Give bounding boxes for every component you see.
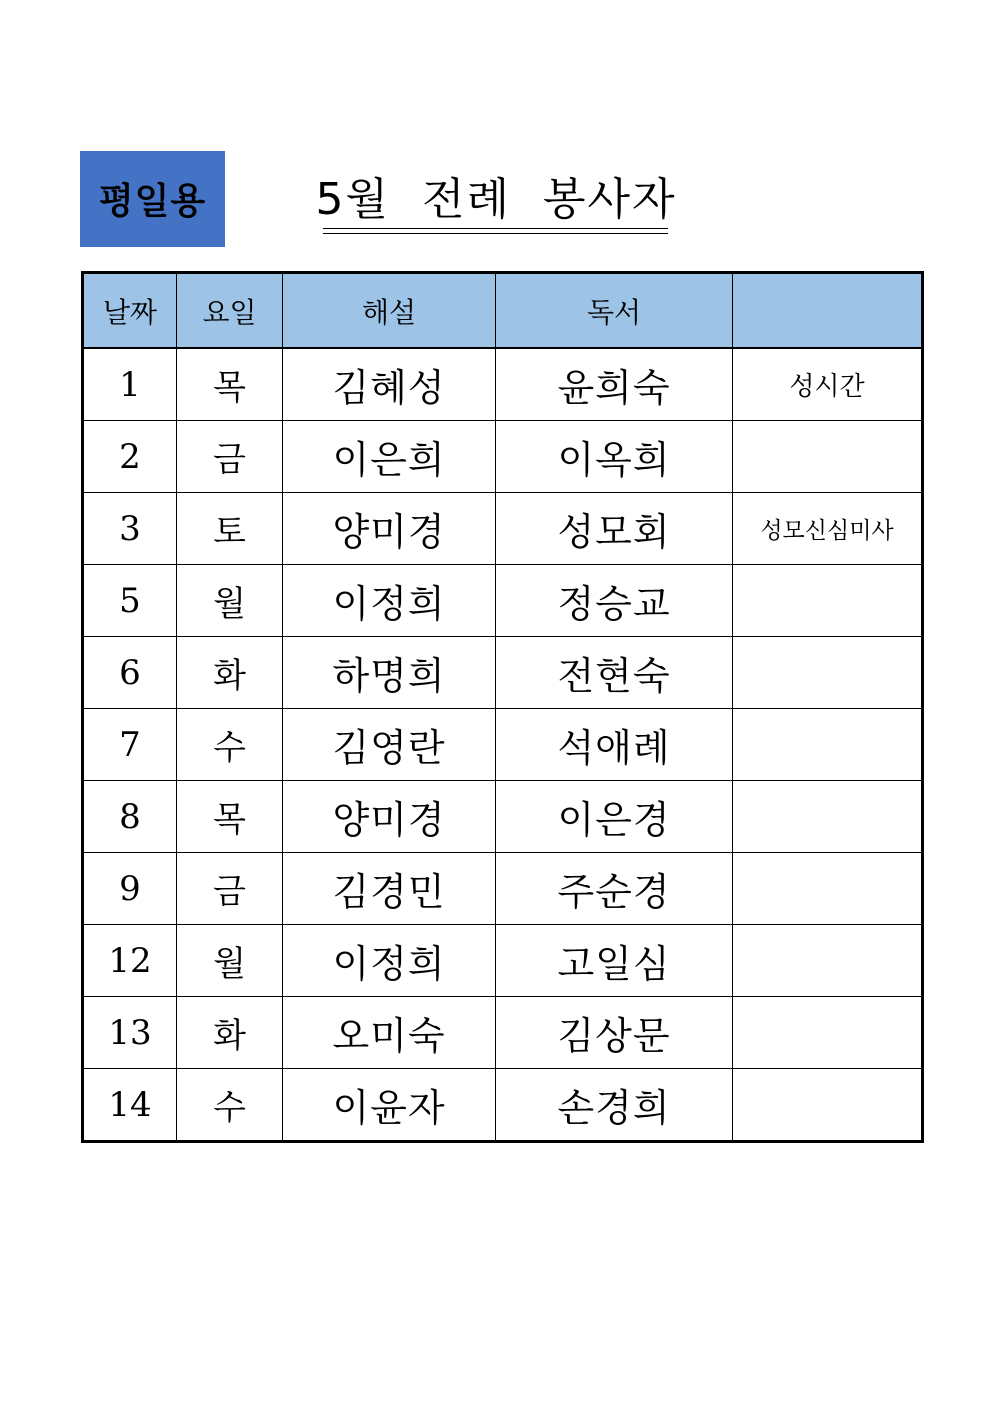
cell-reading: 이옥희 — [496, 421, 733, 493]
cell-commentary: 이정희 — [283, 565, 496, 637]
cell-reading: 전현숙 — [496, 637, 733, 709]
cell-day: 금 — [177, 421, 283, 493]
cell-date: 14 — [83, 1069, 177, 1142]
cell-commentary: 김영란 — [283, 709, 496, 781]
cell-date: 5 — [83, 565, 177, 637]
cell-date: 12 — [83, 925, 177, 997]
cell-note — [733, 1069, 923, 1142]
title-underline — [323, 228, 668, 229]
cell-day: 화 — [177, 997, 283, 1069]
table-row — [83, 348, 923, 421]
category-badge — [80, 151, 225, 247]
cell-date: 2 — [83, 421, 177, 493]
cell-commentary: 이정희 — [283, 925, 496, 997]
table-row — [83, 1069, 923, 1142]
cell-date: 6 — [83, 637, 177, 709]
cell-reading: 주순경 — [496, 853, 733, 925]
table-row — [83, 493, 923, 565]
cell-note: 성시간 — [733, 348, 923, 421]
cell-reading: 석애례 — [496, 709, 733, 781]
header-reading: 독서 — [496, 273, 733, 349]
cell-note — [733, 637, 923, 709]
cell-note — [733, 565, 923, 637]
cell-date: 8 — [83, 781, 177, 853]
cell-commentary: 오미숙 — [283, 997, 496, 1069]
cell-day: 금 — [177, 853, 283, 925]
cell-commentary: 이은희 — [283, 421, 496, 493]
cell-day: 목 — [177, 348, 283, 421]
table-header-row — [83, 273, 923, 349]
cell-note — [733, 781, 923, 853]
table-row — [83, 997, 923, 1069]
cell-note — [733, 997, 923, 1069]
cell-reading: 김상문 — [496, 997, 733, 1069]
cell-note — [733, 853, 923, 925]
cell-reading: 윤희숙 — [496, 348, 733, 421]
cell-day: 화 — [177, 637, 283, 709]
cell-day: 토 — [177, 493, 283, 565]
table-row — [83, 853, 923, 925]
cell-date: 13 — [83, 997, 177, 1069]
cell-day: 수 — [177, 1069, 283, 1142]
cell-date: 9 — [83, 853, 177, 925]
cell-note — [733, 925, 923, 997]
table-row — [83, 709, 923, 781]
cell-commentary: 양미경 — [283, 493, 496, 565]
cell-reading: 고일심 — [496, 925, 733, 997]
table-row — [83, 637, 923, 709]
cell-reading: 손경희 — [496, 1069, 733, 1142]
table-row — [83, 565, 923, 637]
header-note — [733, 273, 923, 349]
title-underline-double — [323, 233, 668, 234]
cell-commentary: 양미경 — [283, 781, 496, 853]
table-row — [83, 925, 923, 997]
cell-commentary: 하명희 — [283, 637, 496, 709]
cell-date: 1 — [83, 348, 177, 421]
table-row — [83, 781, 923, 853]
page-title: 5월 전례 봉사자 — [315, 174, 677, 225]
cell-commentary: 김혜성 — [283, 348, 496, 421]
header-day: 요일 — [177, 273, 283, 349]
cell-day: 수 — [177, 709, 283, 781]
cell-reading: 성모회 — [496, 493, 733, 565]
schedule-table — [81, 271, 924, 1143]
cell-date: 3 — [83, 493, 177, 565]
header-commentary: 해설 — [283, 273, 496, 349]
cell-date: 7 — [83, 709, 177, 781]
cell-day: 목 — [177, 781, 283, 853]
cell-note: 성모신심미사 — [733, 493, 923, 565]
header-date: 날짜 — [83, 273, 177, 349]
cell-note — [733, 421, 923, 493]
table-row — [83, 421, 923, 493]
category-badge-label: 평일용 — [98, 181, 207, 222]
cell-reading: 정승교 — [496, 565, 733, 637]
cell-commentary: 김경민 — [283, 853, 496, 925]
cell-day: 월 — [177, 565, 283, 637]
cell-day: 월 — [177, 925, 283, 997]
cell-reading: 이은경 — [496, 781, 733, 853]
cell-note — [733, 709, 923, 781]
cell-commentary: 이윤자 — [283, 1069, 496, 1142]
